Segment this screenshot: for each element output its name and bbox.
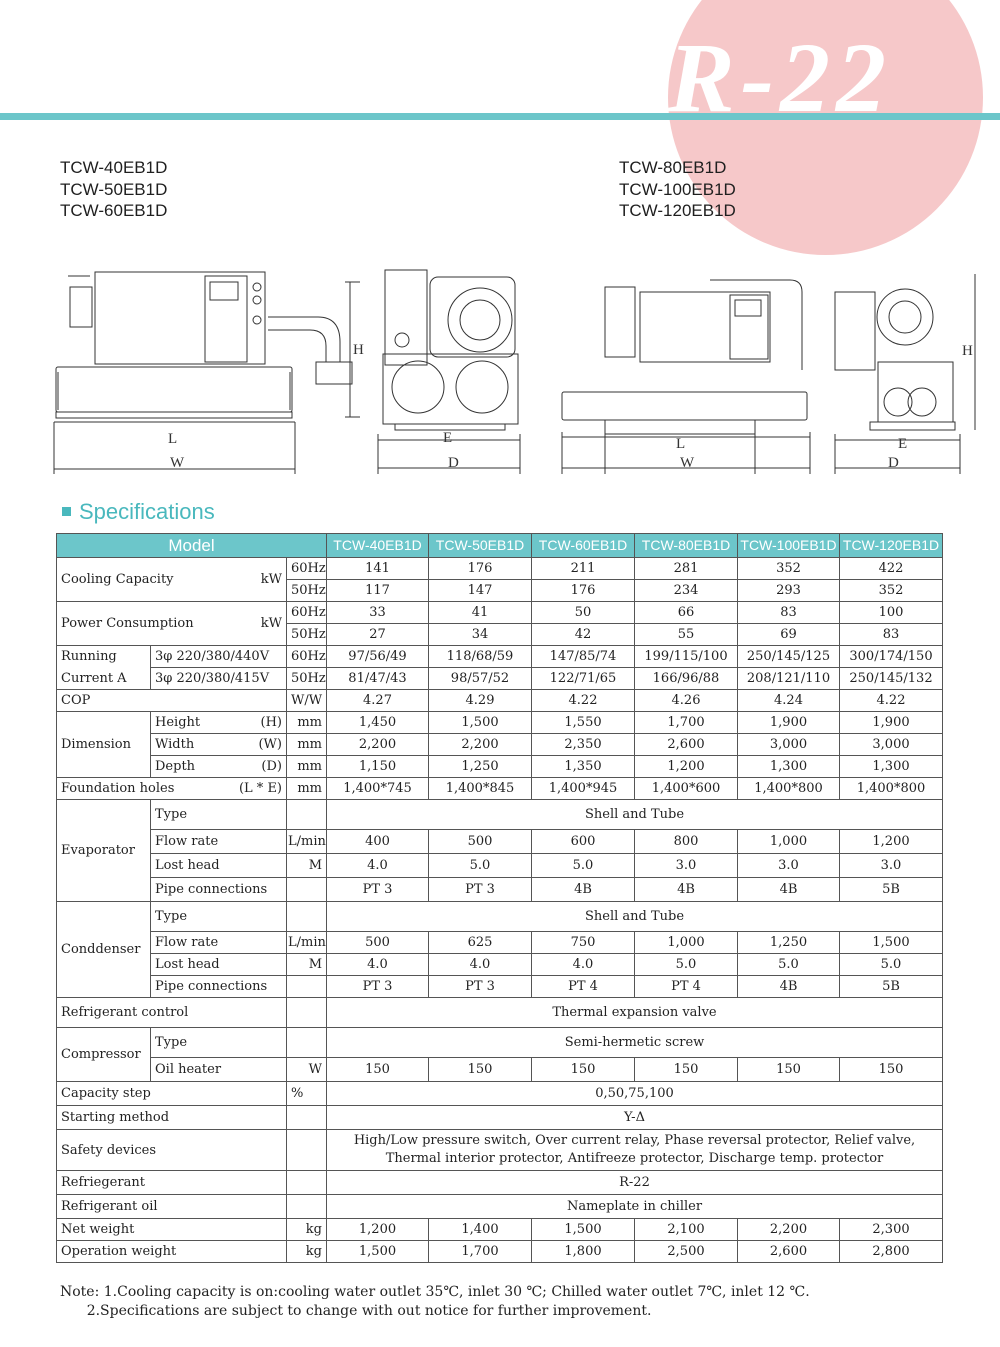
row-label-starting-method: Starting method: [57, 1106, 287, 1130]
value-cell: 3.0: [738, 854, 840, 878]
table-row: [57, 1106, 943, 1130]
row-label-refrigerant-oil: Refrigerant oil: [57, 1195, 287, 1219]
value-cell: Thermal expansion valve: [327, 998, 943, 1028]
value-cell: 1,500: [429, 712, 532, 734]
sub-label-flow: Flow rate: [151, 830, 287, 854]
header-model-name: TCW-50EB1D: [429, 534, 532, 558]
value-cell: 27: [327, 624, 429, 646]
sub-label-type: Type: [151, 1028, 287, 1058]
value-cell: 300/174/150: [840, 646, 943, 668]
value-cell: 4.0: [327, 854, 429, 878]
value-cell: 1,200: [635, 756, 738, 778]
value-cell: 2,200: [429, 734, 532, 756]
sub-label-type: Type: [151, 800, 287, 830]
value-cell: 1,400*745: [327, 778, 429, 800]
value-cell: 2,350: [532, 734, 635, 756]
value-cell: 3,000: [738, 734, 840, 756]
sub-label-depth: Depth (D): [151, 756, 287, 778]
unit-cell: L/min: [287, 830, 327, 854]
value-cell: 2,600: [635, 734, 738, 756]
value-cell: Semi-hermetic screw: [327, 1028, 943, 1058]
sub-label-height: Height (H): [151, 712, 287, 734]
value-cell: 5.0: [738, 954, 840, 976]
table-header-row: [57, 534, 943, 558]
unit-cell: M: [287, 954, 327, 976]
row-label-dimension: Dimension: [57, 712, 151, 778]
header-model-name: TCW-120EB1D: [840, 534, 943, 558]
value-cell: 4B: [635, 878, 738, 902]
frequency-cell: 60Hz: [287, 646, 327, 668]
value-cell: 400: [327, 830, 429, 854]
sub-label-type: Type: [151, 902, 287, 932]
specifications-table: [56, 533, 943, 1263]
sub-label-width: Width (W): [151, 734, 287, 756]
table-row: [57, 734, 943, 756]
header-model: Model: [57, 534, 327, 558]
value-cell: 500: [327, 932, 429, 954]
value-cell: 250/145/132: [840, 668, 943, 690]
value-cell: 122/71/65: [532, 668, 635, 690]
value-cell: 352: [840, 580, 943, 602]
unit-cell: %: [287, 1082, 327, 1106]
value-cell: 69: [738, 624, 840, 646]
value-cell: 422: [840, 558, 943, 580]
value-cell: 150: [738, 1058, 840, 1082]
value-cell: PT 3: [327, 878, 429, 902]
value-cell: 118/68/59: [429, 646, 532, 668]
value-cell: 234: [635, 580, 738, 602]
header-model-name: TCW-40EB1D: [327, 534, 429, 558]
value-cell: 1,400*800: [840, 778, 943, 800]
value-cell: Nameplate in chiller: [327, 1195, 943, 1219]
models-group-right: [619, 157, 736, 222]
value-cell: 1,200: [840, 830, 943, 854]
value-cell: 83: [840, 624, 943, 646]
value-cell: 750: [532, 932, 635, 954]
value-cell: 4.26: [635, 690, 738, 712]
unit-cell: kg: [287, 1219, 327, 1241]
safety-line: Thermal interior protector, Antifreeze protector, Discharge temp. protector: [385, 1151, 884, 1166]
model-name: TCW-50EB1D: [60, 179, 168, 199]
table-row: [57, 954, 943, 976]
value-cell: 4.0: [429, 954, 532, 976]
value-cell: 97/56/49: [327, 646, 429, 668]
bullet-square-icon: [62, 507, 71, 516]
value-cell: 42: [532, 624, 635, 646]
value-cell: 150: [532, 1058, 635, 1082]
section-title-text: Specifications: [79, 499, 215, 524]
value-cell: 1,700: [635, 712, 738, 734]
row-label-capacity-step: Capacity step: [57, 1082, 287, 1106]
unit-cell: W/W: [287, 690, 327, 712]
voltage-cell: 3φ 220/380/415V: [151, 668, 287, 690]
value-cell: PT 3: [429, 976, 532, 998]
value-cell: 176: [429, 558, 532, 580]
footnote: [60, 1283, 810, 1321]
sub-label-head: Lost head: [151, 954, 287, 976]
value-cell: 1,000: [738, 830, 840, 854]
table-row: [57, 976, 943, 998]
value-cell: Shell and Tube: [327, 800, 943, 830]
value-cell: 600: [532, 830, 635, 854]
value-cell: 293: [738, 580, 840, 602]
value-cell: 4B: [738, 976, 840, 998]
table-row: [57, 712, 943, 734]
table-row: [57, 602, 943, 624]
row-label-running: Running: [57, 646, 151, 668]
value-cell: 150: [840, 1058, 943, 1082]
value-cell: 1,250: [738, 932, 840, 954]
value-cell: 1,900: [840, 712, 943, 734]
value-cell: 1,400*945: [532, 778, 635, 800]
value-cell: 3,000: [840, 734, 943, 756]
table-row: [57, 854, 943, 878]
value-cell: 4B: [532, 878, 635, 902]
unit-cell: kg: [287, 1241, 327, 1263]
value-cell: 1,300: [840, 756, 943, 778]
table-row: [57, 1082, 943, 1106]
value-cell: 5B: [840, 976, 943, 998]
unit-cell: mm: [287, 734, 327, 756]
value-cell: 1,500: [532, 1219, 635, 1241]
large-unit-front-view: [562, 280, 810, 474]
value-cell: 100: [840, 602, 943, 624]
safety-devices-cell: [327, 1130, 943, 1171]
value-cell: 2,500: [635, 1241, 738, 1263]
unit-cell: mm: [287, 778, 327, 800]
row-label-cop: COP: [57, 690, 287, 712]
value-cell: 4B: [738, 878, 840, 902]
refrigerant-brand-title: R-22: [668, 22, 892, 133]
row-label-refrigerant: Refriegerant: [57, 1171, 287, 1195]
table-row: [57, 646, 943, 668]
value-cell: 4.0: [532, 954, 635, 976]
model-name: TCW-80EB1D: [619, 158, 727, 177]
value-cell: 4.27: [327, 690, 429, 712]
frequency-cell: 60Hz: [287, 602, 327, 624]
table-row: [57, 1171, 943, 1195]
row-label-evaporator: Evaporator: [57, 800, 151, 902]
row-label-current: Current A: [57, 668, 151, 690]
frequency-cell: 50Hz: [287, 580, 327, 602]
value-cell: 1,900: [738, 712, 840, 734]
row-label-net-weight: Net weight: [57, 1219, 287, 1241]
row-label-cooling: Cooling Capacity kW: [57, 558, 287, 602]
table-row: [57, 668, 943, 690]
value-cell: 1,150: [327, 756, 429, 778]
value-cell: 5.0: [532, 854, 635, 878]
value-cell: Shell and Tube: [327, 902, 943, 932]
frequency-cell: 50Hz: [287, 624, 327, 646]
value-cell: 3.0: [840, 854, 943, 878]
value-cell: 1,800: [532, 1241, 635, 1263]
safety-line: High/Low pressure switch, Over current relay, Phase reversal protector, Relief valve,: [353, 1133, 916, 1148]
dimension-label-E: E: [443, 430, 453, 446]
dimension-label-D: D: [888, 455, 899, 471]
models-group-left: [60, 157, 167, 222]
value-cell: 50: [532, 602, 635, 624]
model-name: TCW-60EB1D: [60, 201, 168, 220]
table-row: [57, 998, 943, 1028]
unit-cell: mm: [287, 712, 327, 734]
value-cell: R-22: [327, 1171, 943, 1195]
value-cell: 4.22: [532, 690, 635, 712]
value-cell: 281: [635, 558, 738, 580]
row-label-safety-devices: Safety devices: [57, 1130, 287, 1171]
dimension-label-H: H: [962, 343, 973, 359]
value-cell: 2,800: [840, 1241, 943, 1263]
value-cell: PT 4: [635, 976, 738, 998]
value-cell: 81/47/43: [327, 668, 429, 690]
value-cell: 500: [429, 830, 532, 854]
small-unit-front-view: [54, 272, 360, 474]
table-row: [57, 1130, 943, 1171]
frequency-cell: 50Hz: [287, 668, 327, 690]
value-cell: 5.0: [635, 954, 738, 976]
table-row: [57, 1241, 943, 1263]
value-cell: 1,250: [429, 756, 532, 778]
value-cell: 1,400: [429, 1219, 532, 1241]
value-cell: PT 3: [429, 878, 532, 902]
value-cell: 211: [532, 558, 635, 580]
row-label-condenser: Conddenser: [57, 902, 151, 998]
dimension-label-D: D: [448, 455, 459, 471]
sub-label-flow: Flow rate: [151, 932, 287, 954]
dimension-label-E: E: [898, 436, 908, 452]
value-cell: 1,000: [635, 932, 738, 954]
value-cell: 0,50,75,100: [327, 1082, 943, 1106]
value-cell: PT 4: [532, 976, 635, 998]
value-cell: 117: [327, 580, 429, 602]
table-row: [57, 756, 943, 778]
table-row: [57, 1028, 943, 1058]
value-cell: 2,200: [327, 734, 429, 756]
value-cell: 1,400*845: [429, 778, 532, 800]
table-row: [57, 690, 943, 712]
chiller-drawings: [50, 262, 990, 477]
value-cell: 150: [429, 1058, 532, 1082]
value-cell: 1,200: [327, 1219, 429, 1241]
sub-label-pipe: Pipe connections: [151, 976, 287, 998]
value-cell: 166/96/88: [635, 668, 738, 690]
table-row: [57, 1195, 943, 1219]
value-cell: 150: [327, 1058, 429, 1082]
sub-label-pipe: Pipe connections: [151, 878, 287, 902]
model-name: TCW-40EB1D: [60, 158, 168, 177]
table-row: [57, 902, 943, 932]
unit-cell: M: [287, 854, 327, 878]
row-label-refrigerant-control: Refrigerant control: [57, 998, 287, 1028]
value-cell: 1,350: [532, 756, 635, 778]
value-cell: 1,550: [532, 712, 635, 734]
sub-label-head: Lost head: [151, 854, 287, 878]
value-cell: 2,600: [738, 1241, 840, 1263]
value-cell: 800: [635, 830, 738, 854]
value-cell: 2,200: [738, 1219, 840, 1241]
value-cell: 66: [635, 602, 738, 624]
value-cell: 250/145/125: [738, 646, 840, 668]
value-cell: 352: [738, 558, 840, 580]
model-name: TCW-100EB1D: [619, 179, 736, 199]
header-model-name: TCW-60EB1D: [532, 534, 635, 558]
value-cell: 625: [429, 932, 532, 954]
value-cell: 2,300: [840, 1219, 943, 1241]
value-cell: 5.0: [429, 854, 532, 878]
value-cell: 4.22: [840, 690, 943, 712]
section-title: [62, 499, 215, 525]
value-cell: 1,500: [840, 932, 943, 954]
sub-label-oil-heater: Oil heater: [151, 1058, 287, 1082]
unit-cell: L/min: [287, 932, 327, 954]
dimension-label-L: L: [168, 431, 178, 447]
table-row: [57, 1219, 943, 1241]
table-row: [57, 558, 943, 580]
table-row: [57, 830, 943, 854]
value-cell: 98/57/52: [429, 668, 532, 690]
value-cell: 3.0: [635, 854, 738, 878]
value-cell: 33: [327, 602, 429, 624]
frequency-cell: 60Hz: [287, 558, 327, 580]
value-cell: 5.0: [840, 954, 943, 976]
value-cell: 176: [532, 580, 635, 602]
value-cell: 150: [635, 1058, 738, 1082]
footnote-line: 2.Specifications are subject to change with out notice for further improvement.: [60, 1303, 652, 1319]
value-cell: 147: [429, 580, 532, 602]
value-cell: 147/85/74: [532, 646, 635, 668]
value-cell: 141: [327, 558, 429, 580]
value-cell: 83: [738, 602, 840, 624]
value-cell: 208/121/110: [738, 668, 840, 690]
dimension-label-W: W: [680, 455, 695, 471]
table-row: [57, 800, 943, 830]
value-cell: Y-Δ: [327, 1106, 943, 1130]
value-cell: 1,300: [738, 756, 840, 778]
dimension-label-L: L: [676, 436, 686, 452]
unit-cell: mm: [287, 756, 327, 778]
value-cell: 1,500: [327, 1241, 429, 1263]
row-label-foundation: Foundation holes (L * E): [57, 778, 287, 800]
table-row: [57, 878, 943, 902]
value-cell: 55: [635, 624, 738, 646]
unit-cell: W: [287, 1058, 327, 1082]
value-cell: 4.0: [327, 954, 429, 976]
value-cell: 1,400*600: [635, 778, 738, 800]
row-label-power: Power Consumption kW: [57, 602, 287, 646]
dimension-label-W: W: [170, 455, 185, 471]
header-model-name: TCW-80EB1D: [635, 534, 738, 558]
footnote-line: Note: 1.Cooling capacity is on:cooling water outlet 35℃, inlet 30 ℃; Chilled water outlet 7℃, inlet 12 ℃.: [60, 1284, 810, 1300]
value-cell: 5B: [840, 878, 943, 902]
value-cell: 4.24: [738, 690, 840, 712]
row-label-compressor: Compressor: [57, 1028, 151, 1082]
value-cell: 1,450: [327, 712, 429, 734]
row-label-operation-weight: Operation weight: [57, 1241, 287, 1263]
voltage-cell: 3φ 220/380/440V: [151, 646, 287, 668]
value-cell: PT 3: [327, 976, 429, 998]
value-cell: 2,100: [635, 1219, 738, 1241]
dimension-label-H: H: [353, 342, 364, 358]
table-row: [57, 778, 943, 800]
value-cell: 41: [429, 602, 532, 624]
value-cell: 1,700: [429, 1241, 532, 1263]
model-name: TCW-120EB1D: [619, 201, 736, 220]
value-cell: 199/115/100: [635, 646, 738, 668]
header-model-name: TCW-100EB1D: [738, 534, 840, 558]
table-row: [57, 1058, 943, 1082]
value-cell: 34: [429, 624, 532, 646]
table-row: [57, 932, 943, 954]
value-cell: 1,400*800: [738, 778, 840, 800]
value-cell: 4.29: [429, 690, 532, 712]
